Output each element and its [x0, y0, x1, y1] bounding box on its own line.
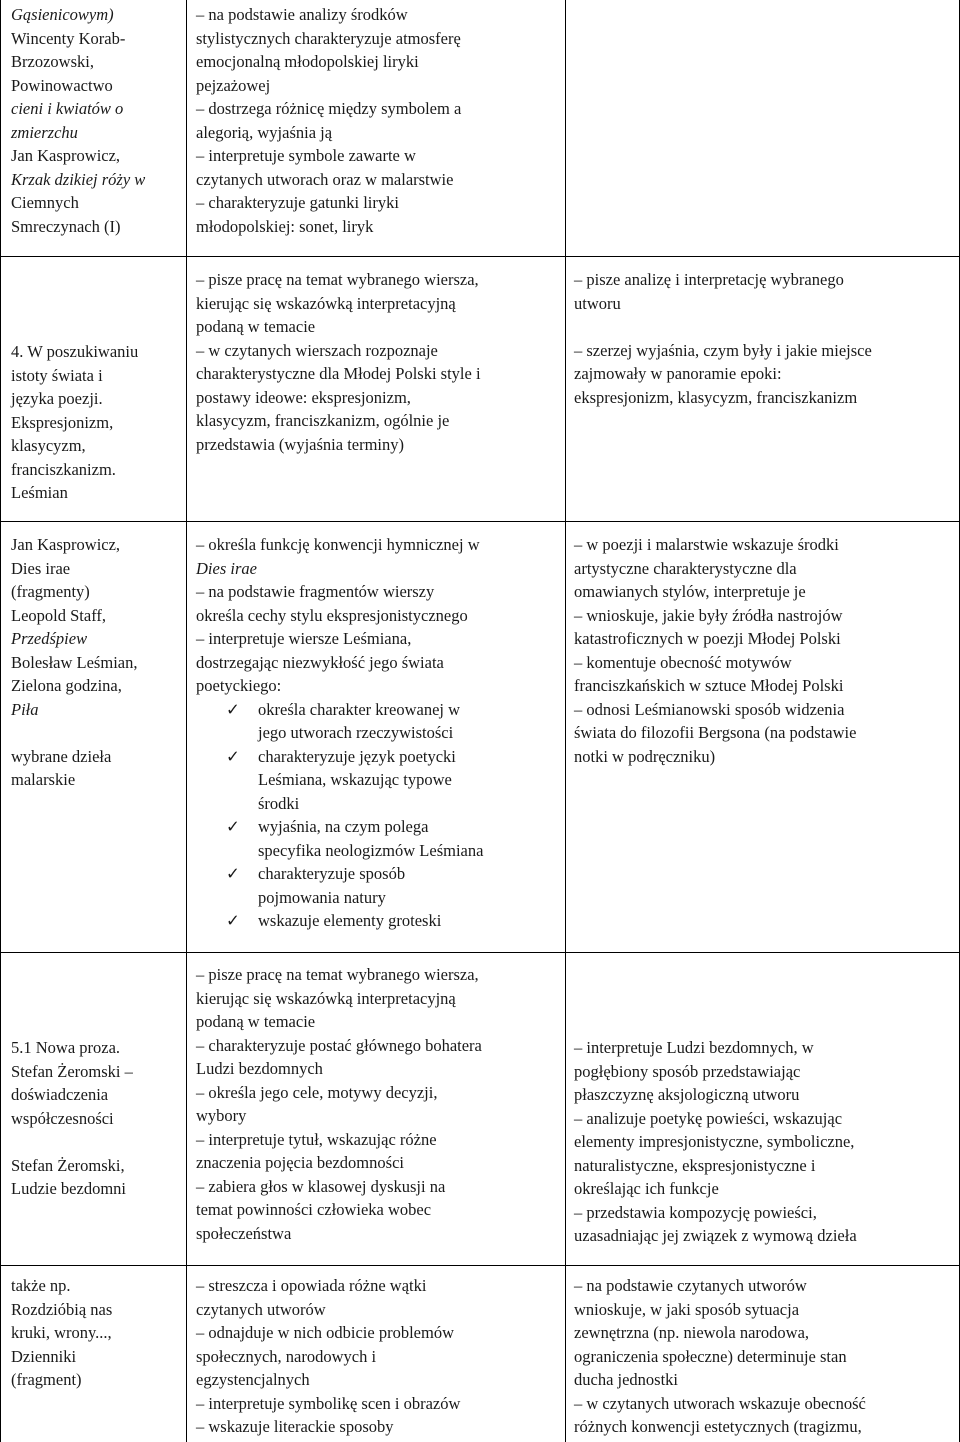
- checklist-item-text: jego utworach rzeczywistości: [258, 723, 454, 742]
- text-line: – wnioskuje, jakie były źródła nastrojów: [574, 605, 843, 625]
- row-3-basic-requirements: [196, 533, 483, 933]
- text-line: – charakteryzuje postać głównego bohatera: [196, 1035, 482, 1055]
- checklist-item: [196, 909, 483, 933]
- text-line: społeczeństwa: [196, 1223, 292, 1243]
- text-line: Piła: [11, 699, 39, 719]
- text-line: – pisze pracę na temat wybranego wiersza,: [196, 965, 479, 984]
- row-4-topic: [11, 1036, 133, 1201]
- checkmark-icon: ✓: [226, 817, 240, 836]
- text-line: ograniczenia społeczne) determinuje stan: [574, 1346, 847, 1366]
- text-line: wybory: [196, 1106, 247, 1125]
- text-line: 4. W poszukiwaniu: [11, 342, 139, 361]
- text-line: płaszczyznę aksjologiczną utworu: [574, 1085, 800, 1104]
- text-line: – pisze pracę na temat wybranego wiersza,: [196, 270, 479, 289]
- text-line: kierując się wskazówką interpretacyjną: [196, 988, 456, 1008]
- text-line: Stefan Żeromski –: [11, 1061, 133, 1081]
- text-line: cieni i kwiatów o: [11, 99, 124, 118]
- text-line: znaczenia pojęcia bezdomności: [196, 1153, 404, 1172]
- text-line: postawy ideowe: ekspresjonizm,: [196, 387, 411, 407]
- table-border-left: [0, 0, 1, 1442]
- text-line: określając ich funkcje: [574, 1179, 719, 1198]
- checkmark-icon: ✓: [226, 699, 240, 719]
- checklist-item-text: pojmowania natury: [258, 887, 386, 907]
- text-line: współczesności: [11, 1108, 114, 1128]
- text-line: temat powinności człowieka wobec: [196, 1200, 432, 1219]
- text-line: – w czytanych wierszach rozpoznaje: [196, 340, 438, 360]
- text-line: – analizuje poetykę powieści, wskazując: [574, 1108, 843, 1128]
- text-line: – w czytanych utworach wskazuje obecność: [574, 1393, 866, 1413]
- text-line: Smreczynach (I): [11, 216, 121, 236]
- text-line: Brzozowski,: [11, 52, 94, 71]
- text-line: [574, 315, 872, 339]
- text-line: alegorią, wyjaśnia ją: [196, 122, 333, 142]
- text-line: młodopolskiej: sonet, liryk: [196, 216, 374, 236]
- text-line: języka poezji.: [11, 389, 103, 408]
- row-2-extended-requirements: [574, 268, 872, 409]
- text-line: – na podstawie czytanych utworów: [574, 1276, 807, 1295]
- row-5-reading-list: [11, 1274, 112, 1392]
- text-line: kruki, wrony...,: [11, 1323, 112, 1342]
- text-line: notki w podręczniku): [574, 746, 716, 766]
- column-divider-2: [565, 0, 566, 1442]
- text-line: artystyczne charakterystyczne dla: [574, 558, 797, 578]
- text-line: przedstawia (wyjaśnia terminy): [196, 434, 405, 454]
- text-line: ducha jednostki: [574, 1370, 679, 1389]
- checkmark-icon: ✓: [226, 911, 240, 930]
- text-line: Leśmian: [11, 483, 68, 502]
- text-line: Dies irae: [196, 558, 257, 578]
- text-line: Zielona godzina,: [11, 676, 122, 695]
- row-1-reading-list: [11, 3, 145, 238]
- text-line: czytanych utworach oraz w malarstwie: [196, 169, 454, 189]
- text-line: pejzażowej: [196, 75, 271, 95]
- text-line: pogłębiony sposób przedstawiając: [574, 1061, 801, 1081]
- text-line: malarskie: [11, 770, 76, 789]
- checklist-item: [196, 862, 483, 909]
- checklist-item-text: środki: [258, 793, 300, 813]
- row-1-basic-requirements: [196, 3, 461, 238]
- text-line: Ludzie bezdomni: [11, 1179, 127, 1198]
- checklist-item: [196, 745, 483, 816]
- checklist-item-text: charakteryzuje sposób: [258, 864, 406, 883]
- text-line: – zabiera głos w klasowej dyskusji na: [196, 1176, 446, 1196]
- text-line: [11, 721, 137, 745]
- text-line: – dostrzega różnicę między symbolem a: [196, 99, 462, 118]
- text-line: Gąsienicowym): [11, 5, 114, 24]
- row-5-basic-requirements: [196, 1274, 460, 1439]
- checklist-item-text: charakteryzuje język poetycki: [258, 746, 456, 766]
- checklist-item-text: specyfika neologizmów Leśmiana: [258, 840, 484, 860]
- text-line: – określa funkcję konwencji hymnicznej w: [196, 535, 480, 554]
- text-line: kierując się wskazówką interpretacyjną: [196, 293, 456, 313]
- text-line: Dies irae: [11, 558, 71, 578]
- text-line: czytanych utworów: [196, 1299, 326, 1319]
- text-line: naturalistyczne, ekspresjonistyczne i: [574, 1155, 816, 1175]
- checklist-item: [196, 815, 483, 862]
- text-line: – pisze analizę i interpretację wybranego: [574, 270, 844, 289]
- text-line: – interpretuje symbolikę scen i obrazów: [196, 1393, 461, 1413]
- text-line: – w poezji i malarstwie wskazuje środki: [574, 535, 839, 554]
- text-line: społecznych, narodowych i: [196, 1346, 377, 1366]
- text-line: – interpretuje tytuł, wskazując różne: [196, 1129, 437, 1149]
- text-line: doświadczenia: [11, 1085, 109, 1104]
- row-2-topic: [11, 340, 138, 505]
- text-line: świata do filozofii Bergsona (na podstawie: [574, 723, 857, 742]
- text-line: – odnosi Leśmianowski sposób widzenia: [574, 699, 845, 719]
- text-line: dostrzegając niezwykłość jego świata: [196, 652, 444, 672]
- text-line: – odnajduje w nich odbicie problemów: [196, 1323, 454, 1342]
- text-line: – na podstawie analizy środków: [196, 5, 408, 24]
- text-line: Jan Kasprowicz,: [11, 535, 121, 554]
- row-divider-4: [0, 1265, 960, 1266]
- text-line: – komentuje obecność motywów: [574, 652, 792, 672]
- text-line: Dzienniki: [11, 1346, 77, 1366]
- text-line: (fragment): [11, 1370, 82, 1389]
- text-line: zmierzchu: [11, 122, 78, 142]
- text-line: – przedstawia kompozycję powieści,: [574, 1202, 817, 1222]
- text-line: utworu: [574, 293, 621, 313]
- text-line: Stefan Żeromski,: [11, 1155, 125, 1175]
- text-line: (fragmenty): [11, 582, 90, 601]
- checklist-item-text: określa charakter kreowanej w: [258, 699, 461, 719]
- text-line: stylistycznych charakteryzuje atmosferę: [196, 28, 461, 48]
- text-line: zajmowały w panoramie epoki:: [574, 364, 782, 383]
- text-line: – interpretuje wiersze Leśmiana,: [196, 629, 412, 648]
- text-line: – określa jego cele, motywy decyzji,: [196, 1082, 438, 1102]
- text-line: – interpretuje symbole zawarte w: [196, 146, 416, 165]
- text-line: franciszkańskich w sztuce Młodej Polski: [574, 676, 844, 695]
- text-line: ekspresjonizm, klasycyzm, franciszkanizm: [574, 387, 858, 407]
- row-divider-3: [0, 952, 960, 953]
- text-line: Wincenty Korab-: [11, 28, 126, 48]
- row-divider-2: [0, 521, 960, 522]
- text-line: podaną w temacie: [196, 1012, 316, 1031]
- text-line: wybrane dzieła: [11, 746, 112, 766]
- text-line: 5.1 Nowa proza.: [11, 1038, 121, 1057]
- text-line: Ludzi bezdomnych: [196, 1059, 323, 1078]
- row-3-reading-list: [11, 533, 137, 792]
- text-line: Przedśpiew: [11, 629, 88, 648]
- text-line: uzasadniając jej związek z wymową dzieła: [574, 1226, 857, 1245]
- text-line: emocjonalną młodopolskiej liryki: [196, 52, 419, 71]
- text-line: elementy impresjonistyczne, symboliczne,: [574, 1132, 855, 1151]
- row-4-extended-requirements: [574, 1036, 857, 1248]
- text-line: – charakteryzuje gatunki liryki: [196, 193, 399, 212]
- checkmark-icon: ✓: [226, 746, 240, 766]
- checklist-item: [196, 698, 483, 745]
- text-line: franciszkanizm.: [11, 459, 116, 479]
- text-line: omawianych stylów, interpretuje je: [574, 582, 806, 601]
- text-line: Rozdzióbią nas: [11, 1299, 113, 1319]
- text-line: – na podstawie fragmentów wierszy: [196, 582, 435, 601]
- text-line: charakterystyczne dla Młodej Polski style i: [196, 364, 481, 383]
- text-line: Bolesław Leśmian,: [11, 652, 138, 672]
- text-line: poetyckiego:: [196, 676, 282, 695]
- checklist-item-text: Leśmiana, wskazując typowe: [258, 770, 452, 789]
- text-line: Leopold Staff,: [11, 605, 107, 625]
- text-line: – wskazuje literackie sposoby: [196, 1417, 394, 1436]
- text-line: Ekspresjonizm,: [11, 412, 114, 432]
- text-line: zewnętrzna (np. niewola narodowa,: [574, 1323, 810, 1342]
- text-line: – szerzej wyjaśnia, czym były i jakie miejsce: [574, 340, 872, 360]
- text-line: Powinowactwo: [11, 75, 113, 95]
- text-line: Jan Kasprowicz,: [11, 146, 121, 165]
- row-4-basic-requirements: [196, 963, 482, 1245]
- column-divider-1: [186, 0, 187, 1442]
- checklist-item-text: wskazuje elementy groteski: [258, 911, 442, 930]
- text-line: wnioskuje, w jaki sposób sytuacja: [574, 1299, 800, 1319]
- text-line: podaną w temacie: [196, 317, 316, 336]
- text-line: określa cechy stylu ekspresjonistycznego: [196, 605, 468, 625]
- text-line: – streszcza i opowiada różne wątki: [196, 1276, 427, 1295]
- text-line: katastroficznych w poezji Młodej Polski: [574, 629, 841, 648]
- row-2-basic-requirements: [196, 268, 481, 456]
- text-line: [11, 1130, 133, 1154]
- text-line: klasycyzm, franciszkanizm, ogólnie je: [196, 411, 450, 430]
- text-line: różnych konwencji estetycznych (tragizmu,: [574, 1417, 862, 1436]
- text-line: Ciemnych: [11, 193, 79, 212]
- text-line: Krzak dzikiej róży w: [11, 169, 146, 189]
- checklist-item-text: wyjaśnia, na czym polega: [258, 817, 429, 836]
- checkmark-icon: ✓: [226, 864, 240, 883]
- text-line: istoty świata i: [11, 365, 103, 385]
- text-line: klasycyzm,: [11, 436, 86, 455]
- row-5-extended-requirements: [574, 1274, 866, 1439]
- text-line: także np.: [11, 1276, 71, 1295]
- row-3-extended-requirements: [574, 533, 856, 768]
- text-line: – interpretuje Ludzi bezdomnych, w: [574, 1038, 814, 1057]
- text-line: egzystencjalnych: [196, 1370, 310, 1389]
- row-divider-1: [0, 256, 960, 257]
